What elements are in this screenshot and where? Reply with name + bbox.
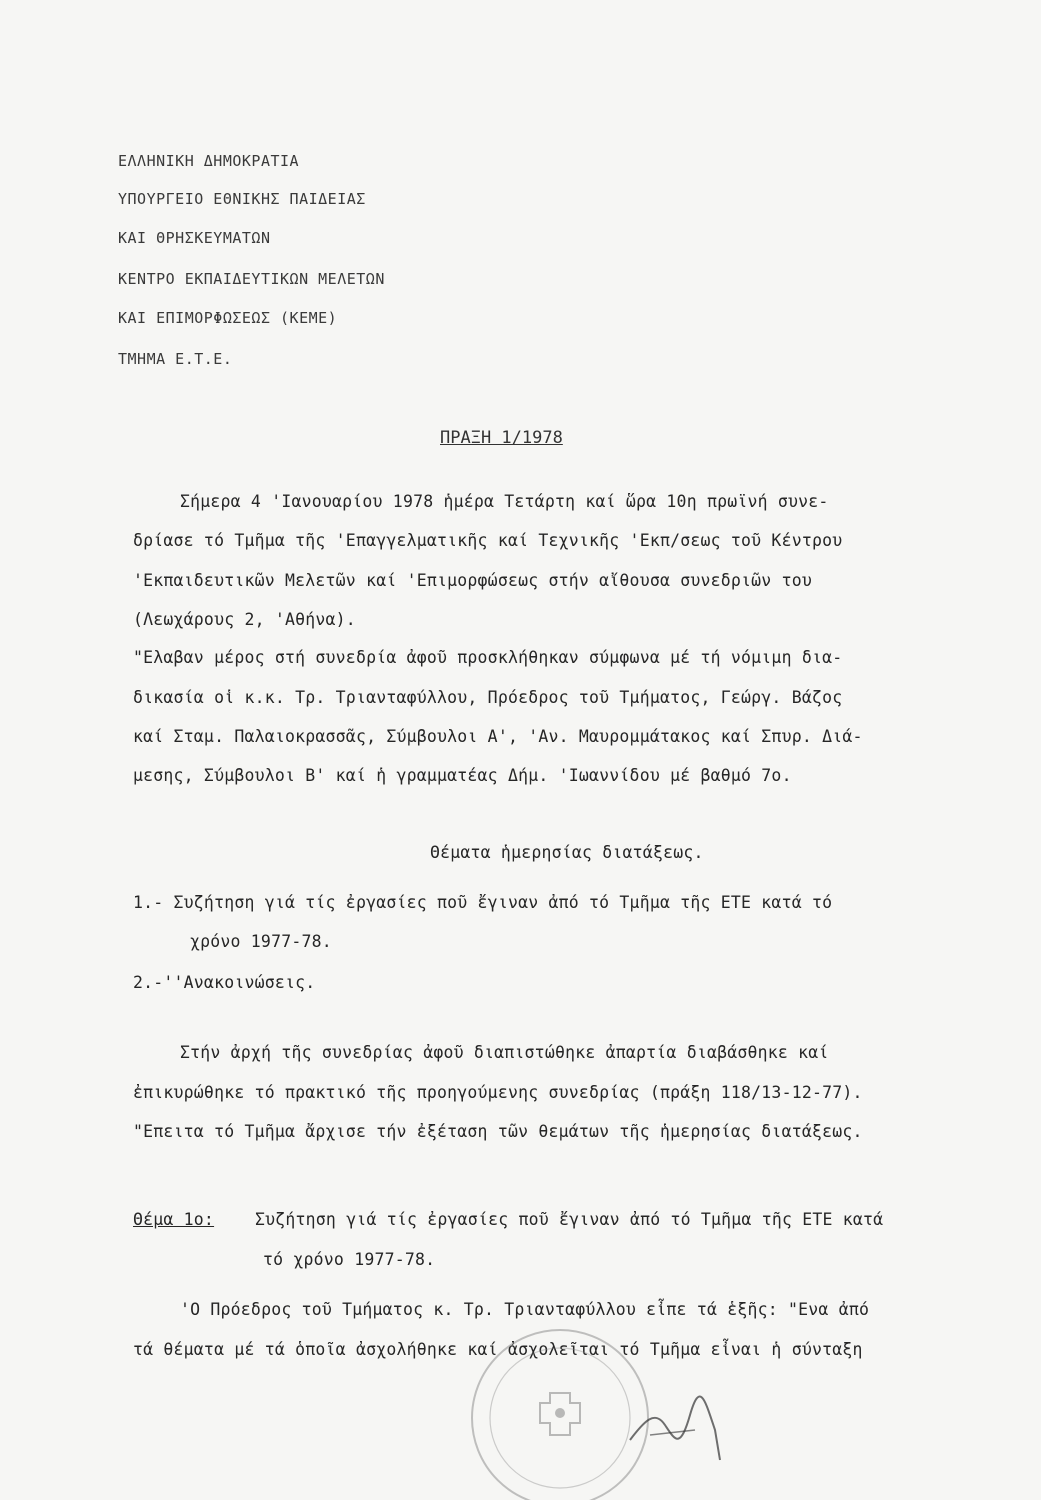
intro-line-3: 'Εκπαιδευτικῶν Μελετῶν καί 'Επιμορφώσεως στήν αἴθουσα συνεδριῶν του (133, 571, 812, 590)
intro-line-4: (Λεωχάρους 2, 'Αθήνα). (133, 610, 356, 629)
body-line-2: ἐπικυρώθηκε τό πρακτικό τῆς προηγούμενης συνεδρίας (πράξη 118/13-12-77). (133, 1083, 863, 1102)
signature-mark (620, 1380, 730, 1470)
header-line-4: ΚΕΝΤΡΟ ΕΚΠΑΙΔΕΥΤΙΚΩΝ ΜΕΛΕΤΩΝ (118, 270, 385, 288)
intro-line-6: δικασία οἱ κ.κ. Τρ. Τριανταφύλλου, Πρόεδρος τοῦ Τμήματος, Γεώργ. Βάζος (133, 688, 843, 707)
header-line-5: ΚΑΙ ΕΠΙΜΟΡΦΩΣΕΩΣ (ΚΕΜΕ) (118, 309, 338, 327)
intro-line-8: μεσης, Σύμβουλοι Β' καί ἡ γραμματέας Δήμ. 'Ιωαννίδου μέ βαθμό 7ο. (133, 766, 792, 785)
closing-line-2: τά θέματα μέ τά ὁποῖα ἀσχολήθηκε καί ἀσχολεῖται τό Τμῆμα εἶναι ἡ σύνταξη (133, 1340, 863, 1359)
agenda-item-2: 2.-''Ανακοινώσεις. (133, 973, 316, 992)
intro-line-5: "Ελαβαν μέρος στή συνεδρία ἀφοῦ προσκλήθηκαν σύμφωνα μέ τή νόμιμη δια- (133, 648, 843, 667)
body-line-1: Στήν ἀρχή τῆς συνεδρίας ἀφοῦ διαπιστώθηκε ἀπαρτία διαβάσθηκε καί (180, 1043, 829, 1062)
intro-line-1: Σήμερα 4 'Ιανουαρίου 1978 ἡμέρα Τετάρτη καί ὥρα 10η πρωϊνή συνε- (180, 492, 829, 511)
body-line-3: "Επειτα τό Τμῆμα ἄρχισε τήν ἐξέταση τῶν θεμάτων τῆς ἡμερησίας διατάξεως. (133, 1122, 863, 1141)
intro-line-2: δρίασε τό Τμῆμα τῆς 'Επαγγελματικῆς καί Τεχνικῆς 'Εκπ/σεως τοῦ Κέντρου (133, 531, 843, 550)
topic-line-2: τό χρόνο 1977-78. (263, 1250, 436, 1269)
topic-line-1: Συζήτηση γιά τίς ἐργασίες ποῦ ἔγιναν ἀπό τό Τμῆμα τῆς ΕΤΕ κατά (255, 1210, 884, 1229)
agenda-item-1: 1.- Συζήτηση γιά τίς ἐργασίες ποῦ ἔγιναν ἀπό τό Τμῆμα τῆς ΕΤΕ κατά τό (133, 893, 833, 912)
topic-label: Θέμα 1ο: (133, 1210, 215, 1229)
header-line-3: ΚΑΙ ΘΡΗΣΚΕΥΜΑΤΩΝ (118, 229, 271, 247)
agenda-item-1-cont: χρόνο 1977-78. (190, 932, 332, 951)
header-line-1: ΕΛΛΗΝΙΚΗ ΔΗΜΟΚΡΑΤΙΑ (118, 152, 300, 170)
header-line-2: ΥΠΟΥΡΓΕΙΟ ΕΘΝΙΚΗΣ ΠΑΙΔΕΙΑΣ (118, 190, 366, 208)
document-title: ΠΡΑΞΗ 1/1978 (440, 428, 563, 448)
header-line-6: ΤΜΗΜΑ Ε.Τ.Ε. (118, 350, 233, 368)
agenda-heading: Θέματα ἡμερησίας διατάξεως. (430, 843, 704, 862)
closing-line-1: 'Ο Πρόεδρος τοῦ Τμήματος κ. Τρ. Τριανταφύλλου εἶπε τά ἑξῆς: "Ενα ἀπό (180, 1300, 870, 1319)
intro-line-7: καί Σταμ. Παλαιοκρασσᾶς, Σύμβουλοι Α', 'Αν. Μαυρομμάτακος καί Σπυρ. Διά- (133, 727, 863, 746)
